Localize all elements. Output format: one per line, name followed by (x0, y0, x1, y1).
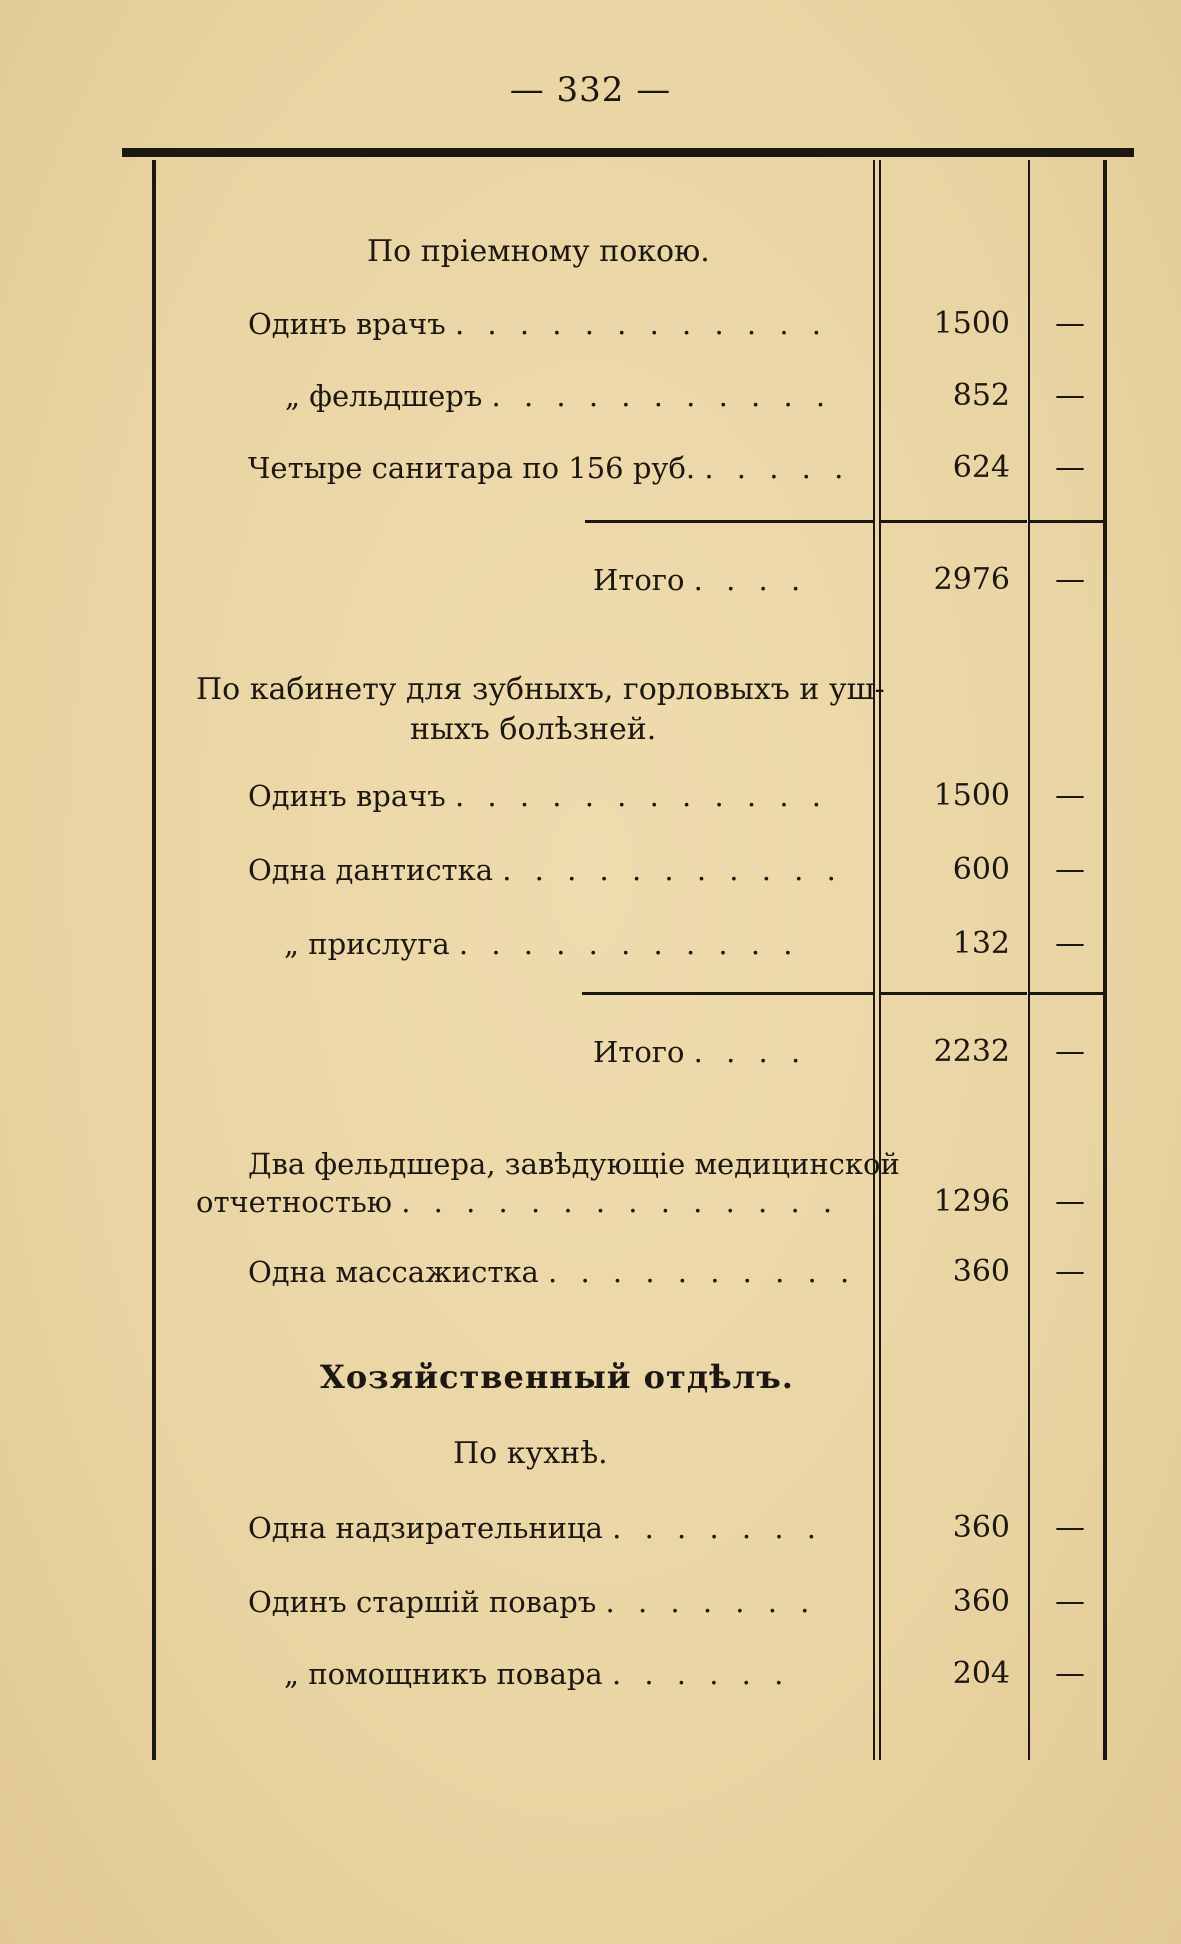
row-amount: 852 (952, 378, 1010, 413)
subtotal-rule (881, 992, 1027, 995)
row-label: „ помощникъ повара (284, 1657, 603, 1691)
row-amount: 1500 (933, 306, 1010, 341)
household-subheading: По кухнѣ. (453, 1436, 608, 1471)
subtotal-rule (1030, 520, 1103, 523)
total-amount: 2232 (933, 1034, 1010, 1069)
row-amount: 204 (952, 1656, 1010, 1691)
subtotal-rule (1030, 992, 1103, 995)
leader-dots: . . . . . . . (612, 1511, 824, 1545)
page-number: — 332 — (509, 70, 672, 110)
row-amount: 360 (952, 1254, 1010, 1289)
right-border (1103, 160, 1107, 1760)
leader-dots: . . . . (693, 1035, 808, 1069)
row-label: „ прислуга (284, 927, 450, 961)
leader-dots: . . . . . (704, 451, 851, 485)
row-dash: — (1055, 926, 1085, 961)
row-label: Одна надзирательница (248, 1511, 603, 1545)
leader-dots: . . . . (693, 563, 808, 597)
row-label: Одинъ врачъ (248, 307, 446, 341)
row-dash: — (1055, 1656, 1085, 1691)
household-heading: Хозяйственный отдѣлъ. (320, 1358, 794, 1396)
row-label: Одна массажистка (248, 1255, 539, 1289)
row-dash: — (1055, 306, 1085, 341)
row-dash: — (1055, 1034, 1085, 1069)
subtotal-rule (881, 520, 1027, 523)
leader-dots: . . . . . . . . . . . (458, 927, 800, 961)
row-amount: 360 (952, 1510, 1010, 1545)
row-amount: 624 (952, 450, 1010, 485)
row-dash: — (1055, 778, 1085, 813)
total-label: Итого (593, 563, 685, 597)
row-label: „ фельдшеръ (285, 379, 483, 413)
row-label: Одинъ старшій поваръ (248, 1585, 597, 1619)
leader-dots: . . . . . . . (605, 1585, 817, 1619)
row-amount: 600 (952, 852, 1010, 887)
row-amount: 1500 (933, 778, 1010, 813)
row-label: отчетностью (196, 1185, 392, 1219)
row-amount: 360 (952, 1584, 1010, 1619)
leader-dots: . . . . . . . . . . . . . . (401, 1185, 840, 1219)
dash-column-rule (1028, 160, 1030, 1760)
cabinet-title-line1: По кабинету для зубныхъ, горловыхъ и уш- (196, 672, 885, 707)
row-amount: 1296 (933, 1184, 1010, 1219)
row-amount: 132 (952, 926, 1010, 961)
subtotal-rule (585, 520, 873, 523)
row-label: Одна дантистка (248, 853, 494, 887)
row-dash: — (1055, 562, 1085, 597)
cabinet-title-line2: ныхъ болѣзней. (410, 712, 657, 747)
reception-title: По пріемному покою. (367, 234, 710, 269)
leader-dots: . . . . . . . . . . (548, 1255, 857, 1289)
leader-dots: . . . . . . . . . . . . (454, 307, 829, 341)
leader-dots: . . . . . . . . . . . (491, 379, 833, 413)
leader-dots: . . . . . . (611, 1657, 791, 1691)
top-rule (122, 148, 1134, 157)
leader-dots: . . . . . . . . . . . . (454, 779, 829, 813)
row-dash: — (1055, 852, 1085, 887)
row-label: Два фельдшера, завѣдующіе медицинской (248, 1147, 900, 1181)
row-dash: — (1055, 378, 1085, 413)
row-dash: — (1055, 1184, 1085, 1219)
row-dash: — (1055, 1254, 1085, 1289)
row-label: Четыре санитара по 156 руб. (248, 451, 696, 485)
row-label: Одинъ врачъ (248, 779, 446, 813)
row-dash: — (1055, 1510, 1085, 1545)
row-dash: — (1055, 450, 1085, 485)
leader-dots: . . . . . . . . . . . (502, 853, 843, 887)
left-border (152, 160, 156, 1760)
row-dash: — (1055, 1584, 1085, 1619)
subtotal-rule (582, 992, 873, 995)
total-label: Итого (593, 1035, 685, 1069)
total-amount: 2976 (933, 562, 1010, 597)
